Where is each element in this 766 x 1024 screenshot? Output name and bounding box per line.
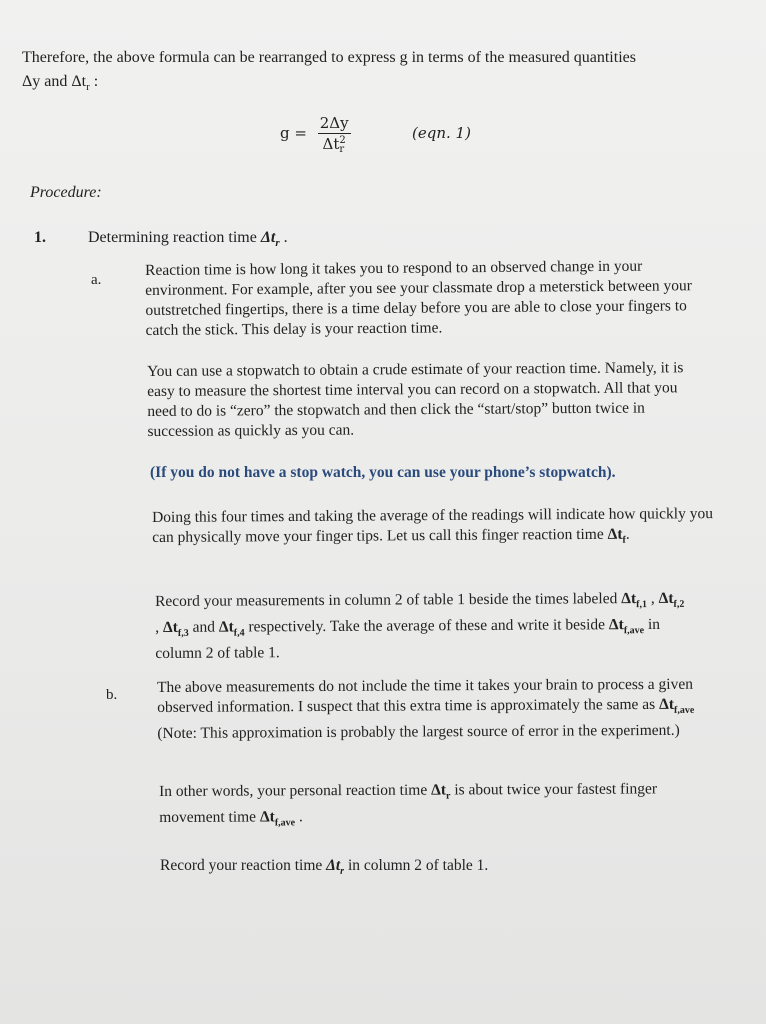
item-b-paragraph-2: In other words, your personal reaction time $\Delta t_r$ is about twice your fastest finger movement time $\Delta t_{f,ave}$ . (159, 780, 658, 829)
step-title: Determining reaction time $\Delta t_r$ . (88, 229, 288, 250)
equation-numerator: 2Δy (319, 114, 349, 132)
equation-fraction (318, 114, 351, 154)
equation-denominator: Δt 2 r (322, 135, 346, 155)
item-a-label: a. (91, 272, 102, 288)
procedure-heading: Procedure: (30, 184, 102, 201)
equation-lhs: g = (280, 124, 307, 142)
equation (280, 114, 351, 154)
item-b-paragraph-3: Record your reaction time $\Delta t_r$ in column 2 of table 1. (160, 857, 489, 878)
intro-paragraph (22, 46, 722, 99)
step-number: 1. (34, 229, 46, 246)
intro-line-1: Therefore, the above formula can be rearranged to express g in terms of the measured quantities (22, 49, 636, 66)
item-a-paragraph-1: Reaction time is how long it takes you to respond to an observed change in your environment. For example, after you see your classmate drop a meterstick between your outstretched fingertips, there is a time delay before you are able to close your fingers to catch the stick. This delay is your reaction time. (145, 257, 692, 339)
item-a-paragraph-2: You can use a stopwatch to obtain a crude estimate of your reaction time. Namely, it is easy to measure the shortest time interval you can record on a stopwatch. All that you need to do is “zero” the stopwatch and then click the “start/stop” button twice in succession as quickly as you can. (147, 359, 684, 440)
item-a-paragraph-3: Doing this four times and taking the average of the readings will indicate how quickly you can physically move your finger tips. Let us call this finger reaction time $\Delta t_f$. (152, 505, 714, 546)
equation-label: (eqn. 1) (412, 124, 471, 142)
item-a-paragraph-4: Record your measurements in column 2 of table 1 beside the times labeled $\Delta t_{f,1}$ , $\Delta t_{f,2}$ , $\Delta t_{f,3}$ and $\Delta t_{f,4}$ respectively. Take the average of these and write it beside $\Delta t_{f,ave}$ in column 2 of table 1. (155, 589, 685, 663)
item-b-paragraph-1: The above measurements do not include the time it takes your brain to process a given observed information. I suspect that this extra time is approximately the same as $\Delta t_{f,ave}$ (Note: This approximation is probably the largest source of error in the experiment.) (157, 675, 695, 743)
intro-line-2: Δy and $\Delta t_r$ : (22, 73, 99, 94)
item-a-note: (If you do not have a stop watch, you can use your phone’s stopwatch). (150, 464, 616, 481)
item-b-label: b. (106, 687, 118, 703)
